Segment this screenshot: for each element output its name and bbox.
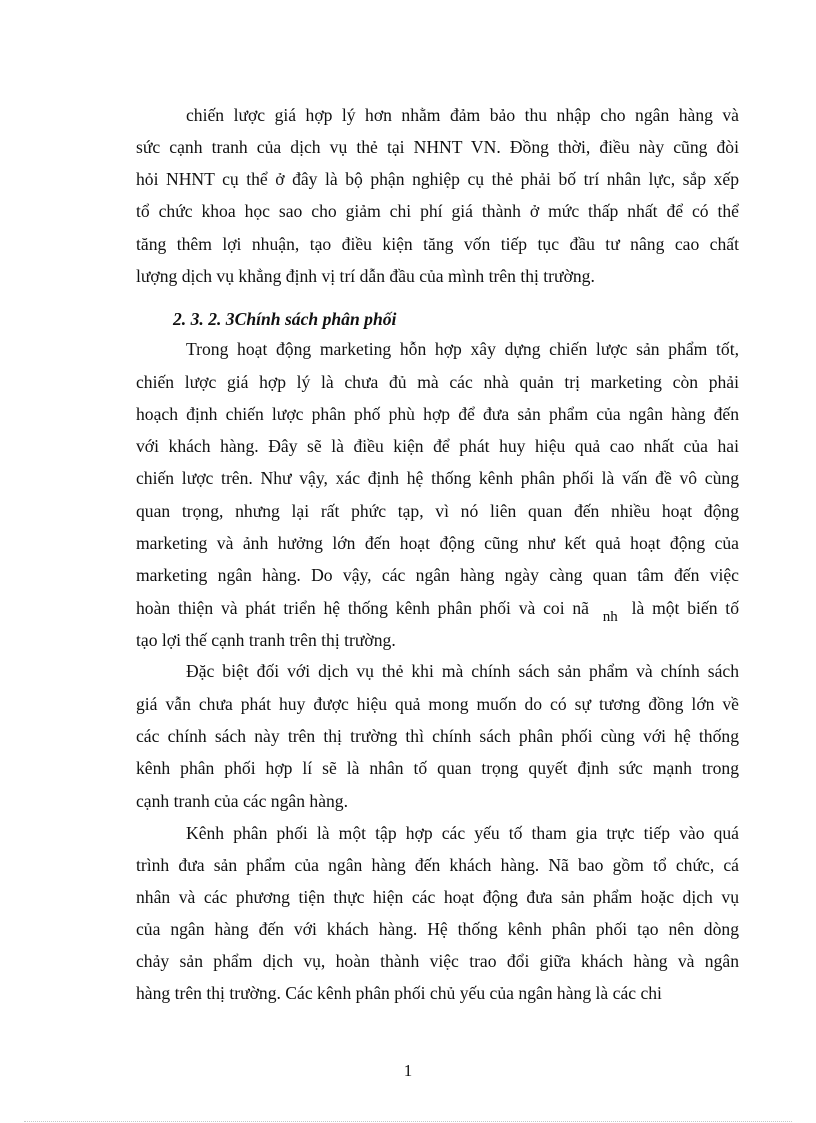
text-line: Trong hoạt động marketing hỗn hợp xây dựng chiến lược sản phẩm tốt, bbox=[186, 339, 739, 359]
text-line: giá vẫn chưa phát huy được hiệu quả mong muốn do có sự tương đồng lớn về bbox=[136, 694, 739, 714]
text-line: marketing và ảnh hưởng lớn đến hoạt động cũng như kết quả hoạt động của bbox=[136, 533, 739, 553]
text-line: sức cạnh tranh của dịch vụ thẻ tại NHNT VN. Đồng thời, điều này cũng đòi bbox=[136, 137, 739, 157]
text-line: tạo lợi thế cạnh tranh trên thị trường. bbox=[136, 630, 396, 650]
text-line: hoạch định chiến lược phân phố phù hợp để đưa sản phẩm của ngân hàng đến bbox=[136, 404, 739, 424]
text-line: chiến lược trên. Như vậy, xác định hệ thống kênh phân phối là vấn đề vô cùng bbox=[136, 468, 739, 488]
text-fragment: hoàn thiện và phát triển hệ thống kênh phân phối và coi nã bbox=[136, 598, 589, 618]
text-line: quan trọng, nhưng lại rất phức tạp, vì nó liên quan đến nhiều hoạt động bbox=[136, 501, 739, 521]
text-line: kênh phân phối hợp lí sẽ là nhân tố quan trọng quyết định sức mạnh trong bbox=[136, 758, 739, 778]
page-number: 1 bbox=[403, 1061, 413, 1080]
text-line: nhân và các phương tiện thực hiện các hoạt động đưa sản phẩm hoặc dịch vụ bbox=[136, 887, 739, 907]
text-line: chảy sản phẩm dịch vụ, hoàn thành việc trao đổi giữa khách hàng và ngân bbox=[136, 951, 739, 971]
text-line: hỏi NHNT cụ thể ở đây là bộ phận nghiệp cụ thẻ phải bố trí nhân lực, sắp xếp bbox=[136, 169, 739, 189]
text-line: lượng dịch vụ khẳng định vị trí dẫn đầu của mình trên thị trường. bbox=[136, 266, 595, 286]
section-heading: 2. 3. 2. 3Chính sách phân phối bbox=[173, 309, 397, 329]
text-line: các chính sách này trên thị trường thì chính sách phân phối cùng với hệ thống bbox=[136, 726, 739, 746]
text-line: trình đưa sản phẩm của ngân hàng đến khách hàng. Nã bao gồm tổ chức, cá bbox=[136, 855, 739, 875]
text-line: marketing ngân hàng. Do vậy, các ngân hàng ngày càng quan tâm đến việc bbox=[136, 565, 739, 585]
text-line: tăng thêm lợi nhuận, tạo điều kiện tăng vốn tiếp tục đầu tư nâng cao chất bbox=[136, 234, 739, 254]
text-line: cạnh tranh của các ngân hàng. bbox=[136, 791, 348, 811]
text-line: Đặc biệt đối với dịch vụ thẻ khi mà chính sách sản phẩm và chính sách bbox=[186, 661, 739, 681]
text-line: Kênh phân phối là một tập hợp các yếu tố tham gia trực tiếp vào quá bbox=[186, 823, 739, 843]
footer-divider bbox=[24, 1121, 792, 1122]
text-line: với khách hàng. Đây sẽ là điều kiện để phát huy hiệu quả cao nhất của hai bbox=[136, 436, 739, 456]
text-line: của ngân hàng đến với khách hàng. Hệ thống kênh phân phối tạo nên dòng bbox=[136, 919, 739, 939]
text-line: chiến lược giá hợp lý là chưa đủ mà các nhà quản trị marketing còn phải bbox=[136, 372, 739, 392]
text-line bbox=[136, 593, 739, 623]
text-line: hàng trên thị trường. Các kênh phân phối chủ yếu của ngân hàng là các chi bbox=[136, 983, 662, 1003]
subscript-fragment: nh bbox=[602, 609, 618, 625]
text-line: tổ chức khoa học sao cho giảm chi phí giá thành ở mức thấp nhất để có thể bbox=[136, 201, 739, 221]
text-fragment: là một biến tố bbox=[631, 598, 739, 618]
text-line: chiến lược giá hợp lý hơn nhằm đảm bảo thu nhập cho ngân hàng và bbox=[186, 105, 739, 125]
